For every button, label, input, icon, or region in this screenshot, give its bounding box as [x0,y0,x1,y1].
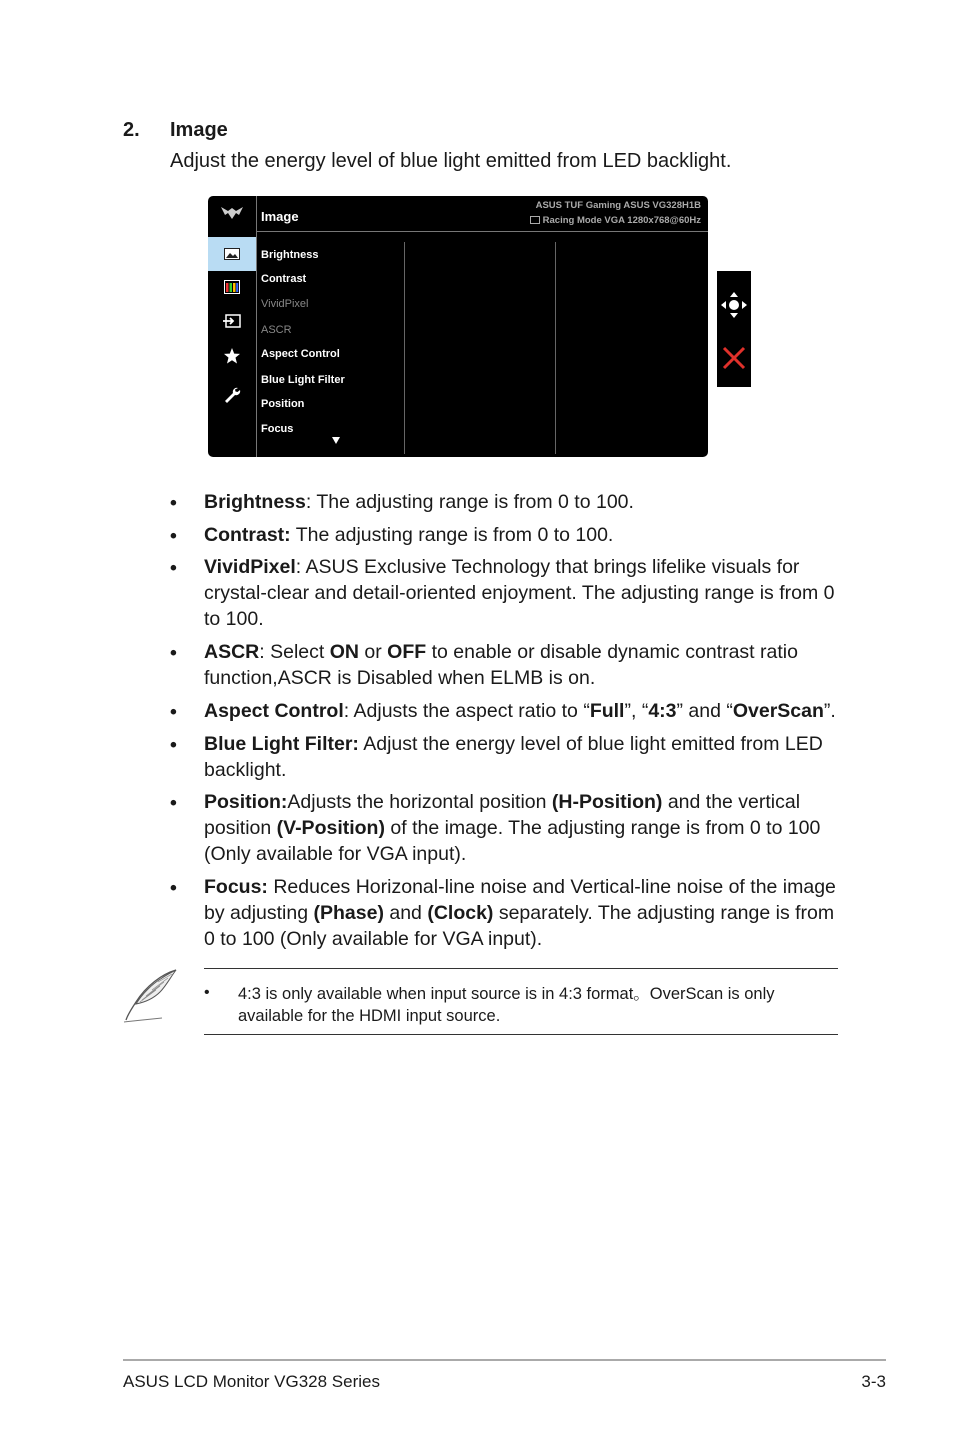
five-way-navigation-icon[interactable] [720,291,748,319]
monitor-icon [530,216,540,224]
bullet-marker: • [170,734,177,756]
input-select-icon[interactable] [208,304,256,338]
osd-item-vividpixel: VividPixel [261,298,309,310]
bullet-vividpixel: VividPixel: ASUS Exclusive Technology that brings lifelike visuals for crystal-clear and detail-oriented enjoyment. The adjusting range is from 0 to 100. [204,556,835,630]
osd-mode-info: Racing Mode VGA 1280x768@60Hz [530,215,701,226]
system-wrench-icon[interactable] [208,378,256,412]
bullet-marker: • [170,642,177,664]
bullet-marker: • [170,525,177,547]
bullet-aspect-control: Aspect Control: Adjusts the aspect ratio to “Full”, “4:3” and “OverScan”. [204,700,836,722]
bullet-marker: • [170,792,177,814]
bullet-blue-light-filter: Blue Light Filter: Adjust the energy level of blue light emitted from LED backlight. [204,733,823,781]
osd-item-blue-light-filter[interactable]: Blue Light Filter [261,374,345,386]
footer-divider [123,1359,886,1361]
bullet-ascr: ASCR: Select ON or OFF to enable or disable dynamic contrast ratio function,ASCR is Disabled when ELMB is on. [204,641,798,689]
bullet-contrast: Contrast: The adjusting range is from 0 to 100. [204,524,614,546]
note-top-divider [204,968,838,969]
quill-pen-icon [122,968,180,1024]
color-icon[interactable] [208,270,256,304]
bullet-brightness: Brightness: The adjusting range is from 0 to 100. [204,491,634,513]
osd-navigation-panel [717,271,751,387]
osd-item-brightness[interactable]: Brightness [261,249,319,261]
osd-menu-screenshot [208,196,708,457]
bullet-marker: • [170,701,177,723]
section-number: 2. [123,119,140,141]
osd-model-info: ASUS TUF Gaming ASUS VG328H1B [535,200,701,211]
section-title: Image [170,119,228,141]
osd-sidebar [208,196,257,457]
footer-title: ASUS LCD Monitor VG328 Series [123,1372,380,1391]
osd-header-divider [257,231,708,232]
osd-item-focus[interactable]: Focus [261,423,294,435]
note-bullet: • [204,984,210,1001]
page-number: 3-3 [861,1372,886,1391]
note-bottom-divider [204,1034,838,1035]
osd-item-position[interactable]: Position [261,398,305,410]
osd-column-divider [555,242,556,454]
tuf-logo-icon [220,205,244,221]
osd-item-contrast[interactable]: Contrast [261,273,307,285]
bullet-position: Position:Adjusts the horizontal position (H-Position) and the vertical position (V-Position) of the image. The adjusting range is from 0 to 100 (Only available for VGA input). [204,791,821,865]
osd-title: Image [261,209,299,224]
bullet-marker: • [170,492,177,514]
note-text: 4:3 is only available when input source is in 4:3 format。OverScan is only available for the HDMI input source. [238,985,775,1025]
bullet-focus: Focus: Reduces Horizonal-line noise and Vertical-line noise of the image by adjusting (Phase) and (Clock) separately. The adjusting range is from 0 to 100 (Only available for VGA input). [204,876,836,950]
osd-item-aspect-control[interactable]: Aspect Control [261,348,340,360]
osd-item-ascr: ASCR [261,324,292,336]
image-icon[interactable] [208,237,256,271]
favorite-star-icon[interactable] [208,339,256,373]
scroll-down-arrow-icon[interactable] [332,437,340,444]
section-description: Adjust the energy level of blue light emitted from LED backlight. [170,150,732,172]
close-x-icon[interactable] [722,346,746,370]
bullet-marker: • [170,877,177,899]
bullet-marker: • [170,557,177,579]
osd-column-divider [404,242,405,454]
